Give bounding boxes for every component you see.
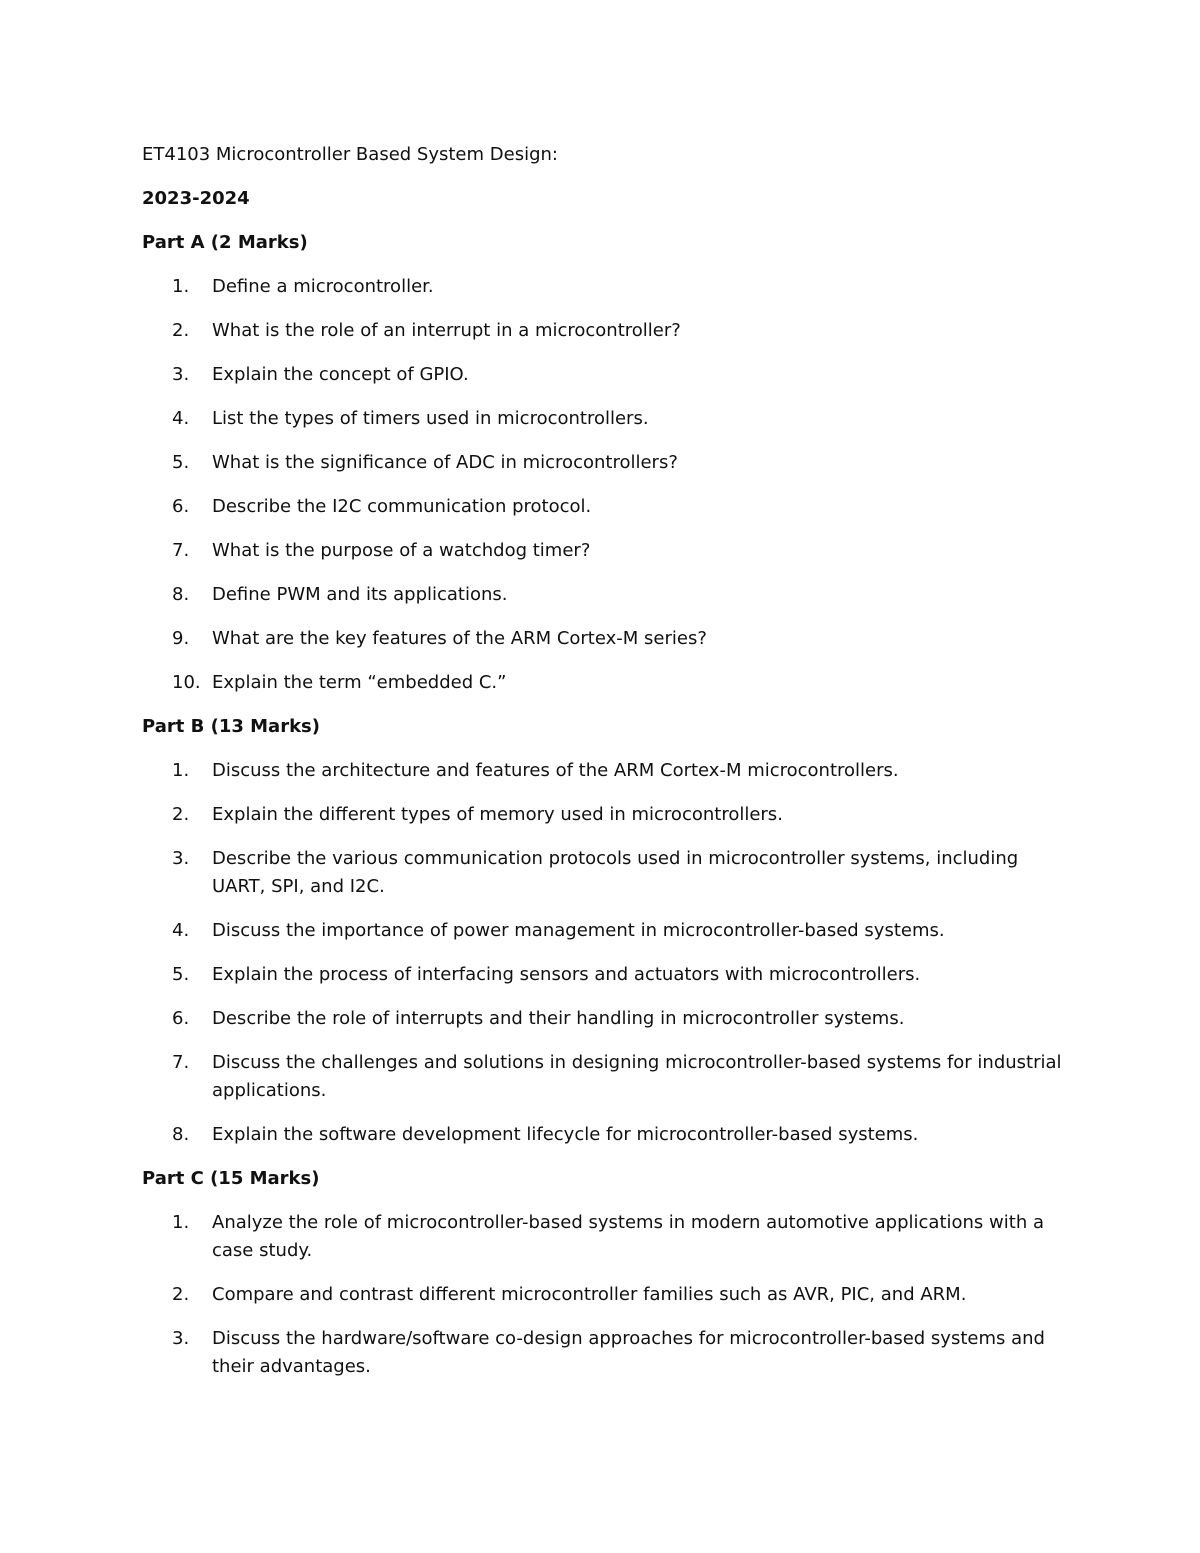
question-item <box>142 1121 1062 1149</box>
question-number: 4. <box>172 920 190 941</box>
question-number: 2. <box>172 1284 190 1305</box>
part-c-heading: Part C (15 Marks) <box>142 1168 320 1189</box>
question-item <box>142 1281 1062 1309</box>
question-number: 3. <box>172 364 190 385</box>
question-text: Discuss the challenges and solutions in designing microcontroller-based systems for industrial applications. <box>212 1052 1062 1101</box>
question-number: 3. <box>172 1328 190 1349</box>
question-text: Explain the process of interfacing sensors and actuators with microcontrollers. <box>212 964 921 985</box>
question-number: 4. <box>172 408 190 429</box>
question-item <box>142 757 1062 785</box>
question-item <box>142 581 1062 609</box>
question-number: 2. <box>172 320 190 341</box>
document-content <box>142 141 1062 1397</box>
question-number: 9. <box>172 628 190 649</box>
question-item <box>142 405 1062 433</box>
question-number: 7. <box>172 540 190 561</box>
part-b-question-list <box>142 757 1062 1149</box>
question-text: Analyze the role of microcontroller-based systems in modern automotive applications with a case study. <box>212 1212 1044 1261</box>
question-number: 5. <box>172 964 190 985</box>
part-a-heading: Part A (2 Marks) <box>142 232 308 253</box>
document-title: ET4103 Microcontroller Based System Design: <box>142 144 558 165</box>
question-text: Define a microcontroller. <box>212 276 434 297</box>
question-text: What is the purpose of a watchdog timer? <box>212 540 591 561</box>
question-item <box>142 845 1062 901</box>
part-b-heading: Part B (13 Marks) <box>142 716 320 737</box>
question-text: Define PWM and its applications. <box>212 584 508 605</box>
question-number: 5. <box>172 452 190 473</box>
part-c-question-list <box>142 1209 1062 1381</box>
question-item <box>142 1049 1062 1105</box>
question-text: Explain the concept of GPIO. <box>212 364 469 385</box>
question-number: 8. <box>172 1124 190 1145</box>
question-item <box>142 273 1062 301</box>
question-item <box>142 1005 1062 1033</box>
academic-year: 2023-2024 <box>142 188 250 209</box>
question-text: Describe the various communication protocols used in microcontroller systems, including UART, SPI, and I2C. <box>212 848 1019 897</box>
question-number: 10. <box>172 672 201 693</box>
question-text: What is the role of an interrupt in a microcontroller? <box>212 320 681 341</box>
question-text: What is the significance of ADC in microcontrollers? <box>212 452 678 473</box>
question-number: 2. <box>172 804 190 825</box>
question-item <box>142 449 1062 477</box>
question-item <box>142 537 1062 565</box>
question-item <box>142 917 1062 945</box>
question-text: Compare and contrast different microcontroller families such as AVR, PIC, and ARM. <box>212 1284 967 1305</box>
question-item <box>142 669 1062 697</box>
question-text: Discuss the hardware/software co-design approaches for microcontroller-based systems and their advantages. <box>212 1328 1045 1377</box>
question-text: Explain the software development lifecycle for microcontroller-based systems. <box>212 1124 919 1145</box>
question-text: Describe the role of interrupts and their handling in microcontroller systems. <box>212 1008 905 1029</box>
question-item <box>142 801 1062 829</box>
question-item <box>142 317 1062 345</box>
question-number: 3. <box>172 848 190 869</box>
question-text: What are the key features of the ARM Cortex-M series? <box>212 628 707 649</box>
question-text: Explain the different types of memory used in microcontrollers. <box>212 804 783 825</box>
question-number: 6. <box>172 1008 190 1029</box>
question-item <box>142 493 1062 521</box>
question-text: Discuss the architecture and features of the ARM Cortex-M microcontrollers. <box>212 760 899 781</box>
question-number: 7. <box>172 1052 190 1073</box>
question-number: 1. <box>172 276 190 297</box>
question-item <box>142 361 1062 389</box>
question-item <box>142 625 1062 653</box>
question-number: 1. <box>172 760 190 781</box>
question-item <box>142 961 1062 989</box>
question-item <box>142 1209 1062 1265</box>
question-number: 1. <box>172 1212 190 1233</box>
question-text: Describe the I2C communication protocol. <box>212 496 592 517</box>
question-text: List the types of timers used in microcontrollers. <box>212 408 649 429</box>
part-a-question-list <box>142 273 1062 697</box>
question-text: Explain the term “embedded C.” <box>212 672 507 693</box>
question-number: 6. <box>172 496 190 517</box>
question-number: 8. <box>172 584 190 605</box>
question-text: Discuss the importance of power management in microcontroller-based systems. <box>212 920 945 941</box>
question-item <box>142 1325 1062 1381</box>
